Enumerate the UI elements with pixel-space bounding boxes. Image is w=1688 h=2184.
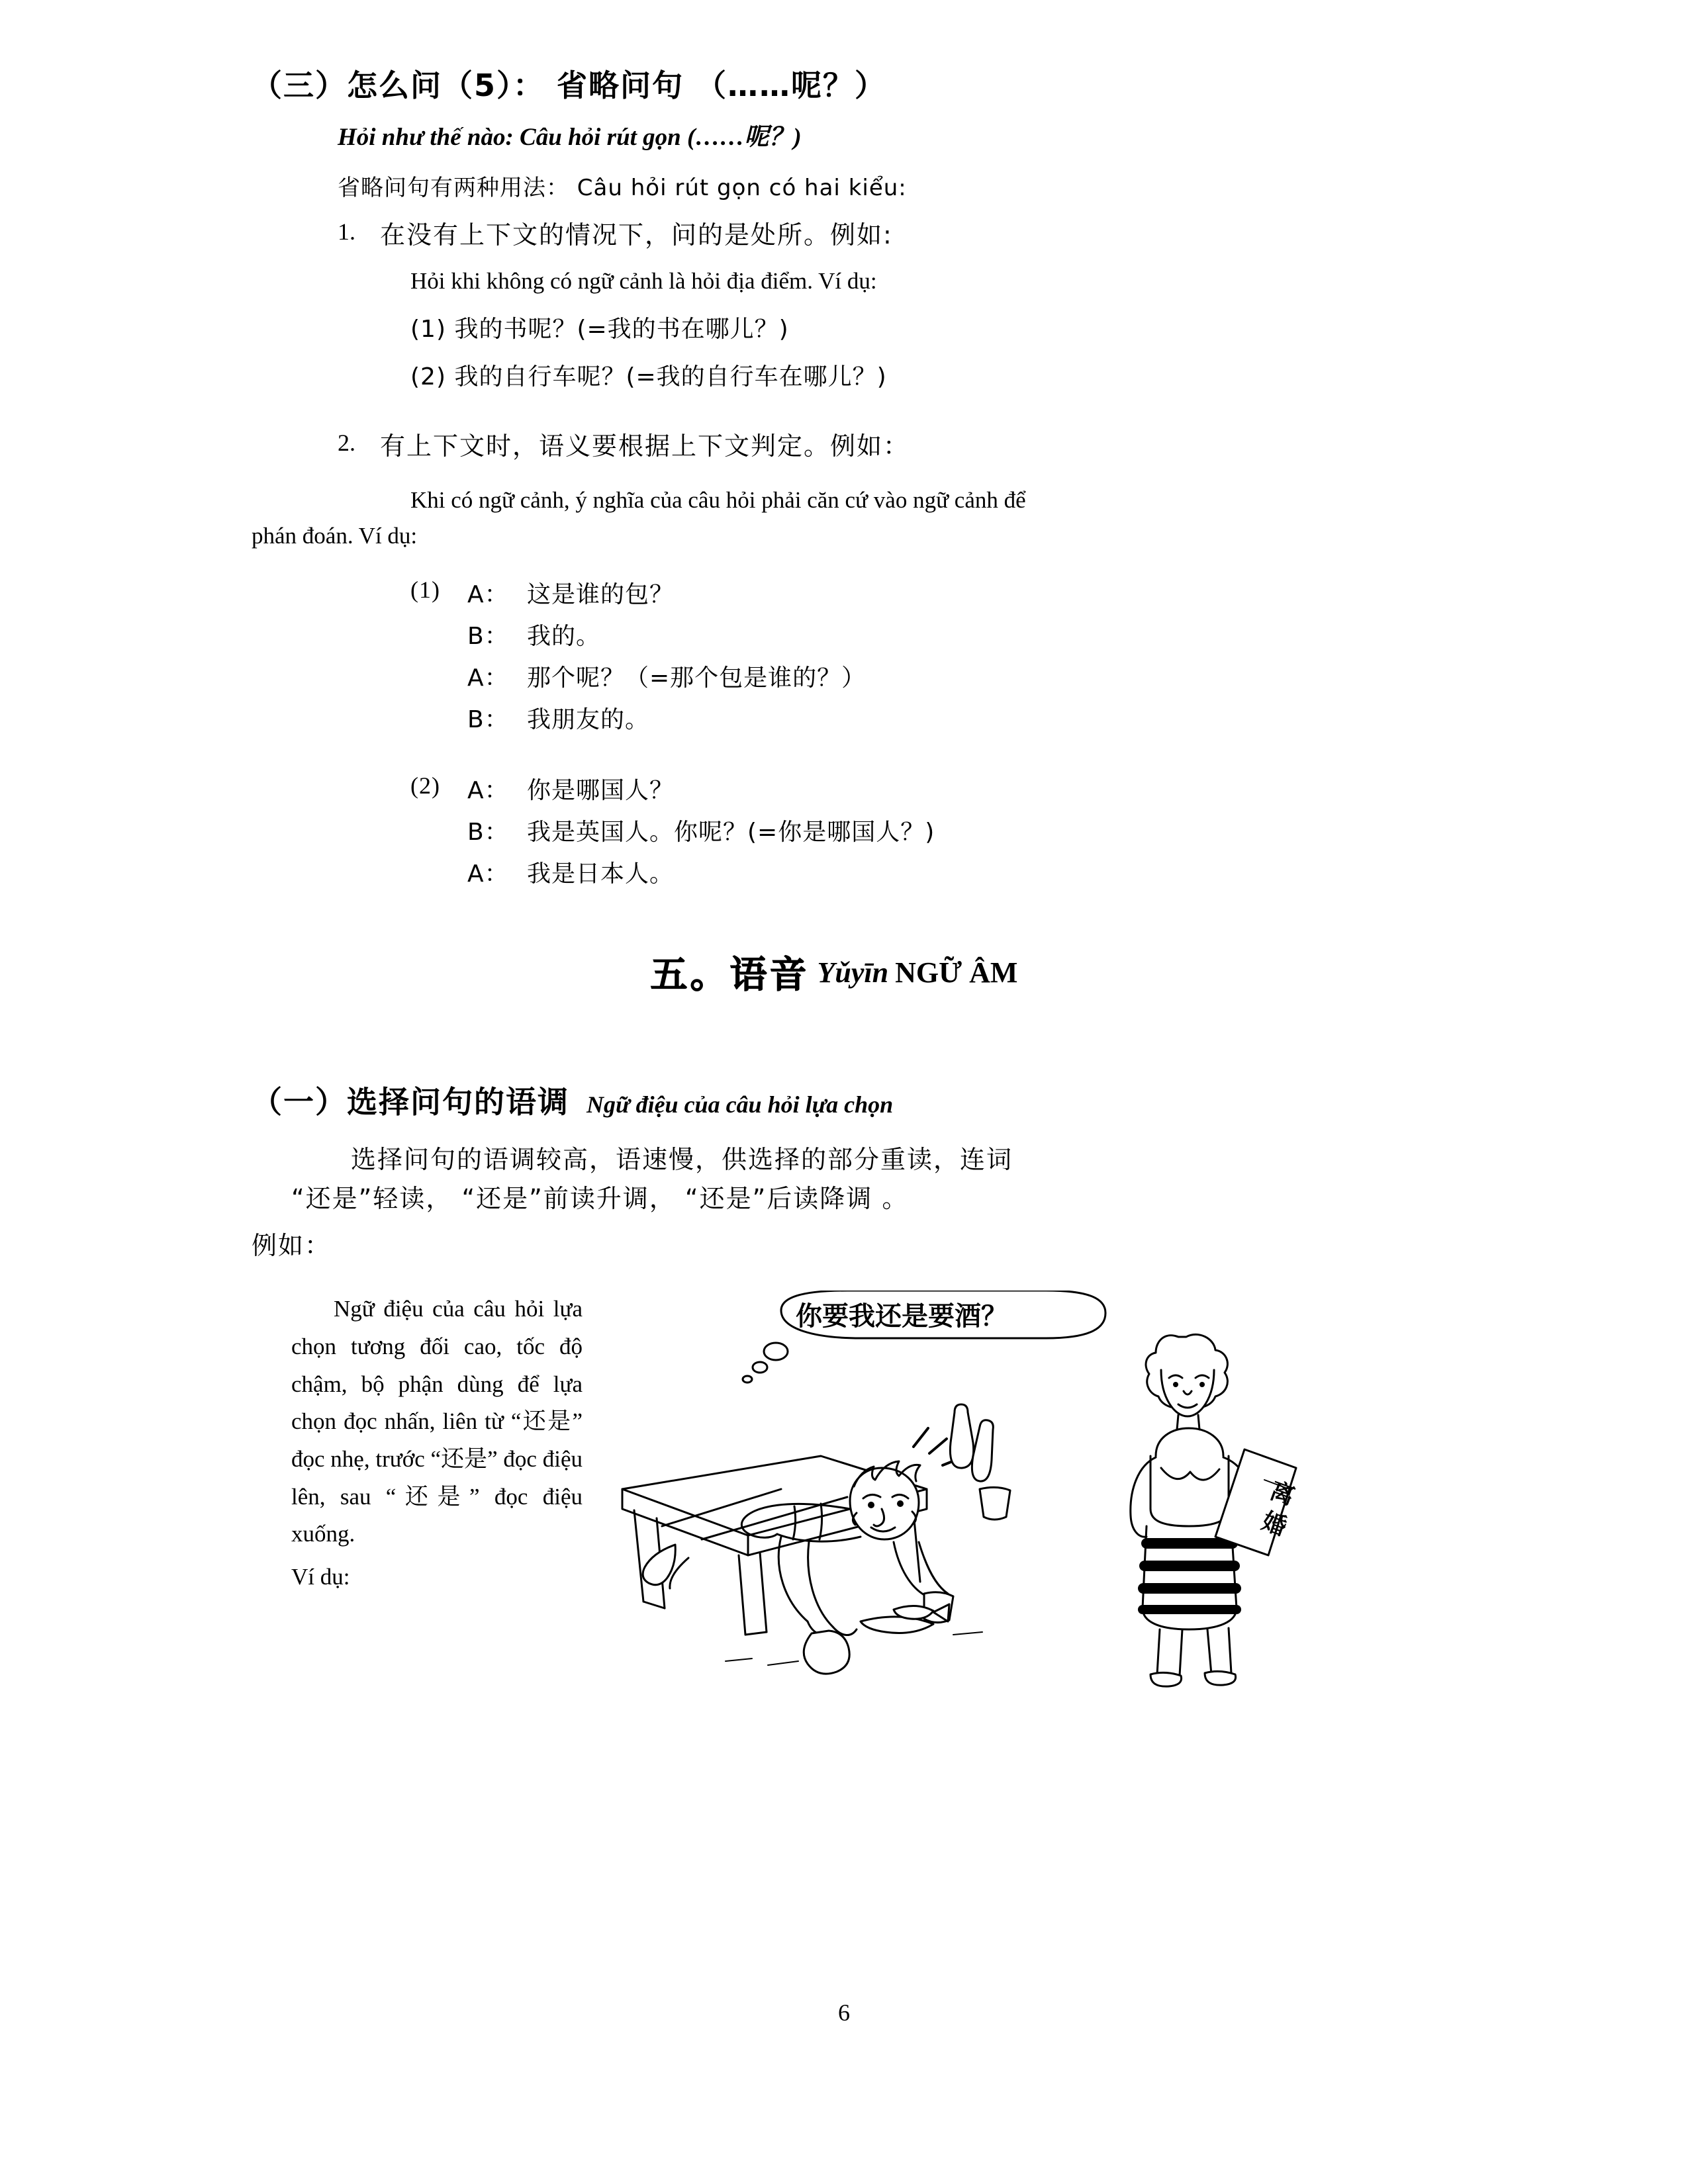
dialogue-text: 我是日本人。 [527, 860, 675, 888]
example-line: (2) 我的自行车呢？(=我的自行车在哪儿？) [410, 363, 887, 391]
dialogue-speaker: B： [467, 706, 509, 734]
paragraph-line-2: “还是”轻读， “还是”前读升调， “还是”后读降调 。 [291, 1184, 909, 1214]
cartoon-illustration-svg [583, 1291, 1324, 1714]
section-three-lead: 省略问句有两种用法： Câu hỏi rút gọn có hai kiểu: [338, 174, 907, 201]
dialogue-line [410, 701, 1417, 735]
item-text-vn: Hỏi khi không có ngữ cảnh là hỏi địa điểm. Ví dụ: [410, 267, 877, 294]
illustration [583, 1291, 1417, 1714]
dialogue-line [410, 772, 1417, 805]
dialogue-text: 你是哪国人？ [527, 777, 675, 805]
item-number: 2. [338, 429, 355, 456]
section-five-heading-cn: 五。语音 [650, 954, 810, 997]
subsection-one-heading [252, 1078, 1417, 1122]
vn-vidu-label: Ví dụ: [291, 1563, 350, 1590]
example-line: (1) 我的书呢？(=我的书在哪儿？) [410, 315, 789, 343]
paragraph-line-1: 选择问句的语调较高，语速慢，供选择的部分重读，连词 [351, 1145, 1013, 1175]
section-five-heading [252, 946, 1417, 999]
speech-bubble-text: 你要我还是要酒？ [796, 1301, 1008, 1332]
dialogue-line [410, 855, 1417, 889]
dialogue-speaker: A： [467, 664, 509, 692]
list-item [252, 429, 1417, 464]
item-text-vn-line1: Khi có ngữ cảnh, ý nghĩa của câu hỏi phải căn cứ vào ngữ cảnh để [410, 486, 1026, 513]
section-three-heading-cn: （三）怎么问（5）： 省略问句 （……呢？） [252, 68, 887, 103]
dialogue-block-2 [410, 772, 1417, 889]
vn-explanation-text: Ngữ điệu của câu hỏi lựa chọn tương đối cao, tốc độ chậm, bộ phận dùng để lựa chọn đọc nhấn, liên từ “还是” đọc nhẹ, trước “还是” đọc điệu lên, sau “还是” đọc điệu xuống. [291, 1296, 583, 1547]
dialogue-line [410, 617, 1417, 651]
subsection-one-paragraph [291, 1140, 1377, 1218]
dialogue-speaker: A： [467, 581, 509, 609]
item-text-cn: 有上下文时，语义要根据上下文判定。例如： [380, 431, 910, 461]
page-content [252, 66, 1417, 1714]
dialogue-speaker: A： [467, 777, 509, 805]
subsection-one-heading-cn: （一）选择问句的语调 [252, 1084, 569, 1120]
item-number: 1. [338, 218, 355, 245]
list-item [252, 218, 1417, 253]
bottom-block [252, 1291, 1417, 1714]
dialogue-speaker: A： [467, 860, 509, 888]
sign-text-char-1: 离 [1266, 1477, 1298, 1511]
dialogue-line [410, 813, 1417, 847]
item-text-cn: 在没有上下文的情况下，问的是处所。例如: [380, 220, 893, 250]
dialogue-speaker: B： [467, 819, 509, 846]
dialogue-text: 我的。 [527, 623, 601, 651]
dialogue-text: 那个呢？（=那个包是谁的？） [527, 664, 867, 692]
dialogue-text: 我是英国人。你呢？(=你是哪国人？) [527, 819, 935, 846]
dialogue-index: (2) [410, 772, 440, 799]
dialogue-line [410, 576, 1417, 610]
subsection-one-heading-vn: Ngữ điệu của câu hỏi lựa chọn [586, 1091, 894, 1118]
dialogue-line [410, 659, 1417, 693]
item-text-vn-line2: phán đoán. Ví dụ: [252, 523, 418, 549]
section-three-heading-vn: Hỏi như thế nào: Câu hỏi rút gọn (……呢？) [338, 123, 802, 151]
section-five-heading-vn: NGỮ ÂM [895, 956, 1018, 989]
dialogue-text: 我朋友的。 [527, 706, 650, 734]
page-number: 6 [838, 1999, 850, 2026]
dialogue-index: (1) [410, 576, 440, 604]
liru-label: 例如： [252, 1231, 332, 1261]
dialogue-text: 这是谁的包？ [527, 581, 675, 609]
dialogue-speaker: B： [467, 623, 509, 651]
vn-explanation-column [252, 1291, 583, 1596]
sign-text-char-2: 婚 [1258, 1508, 1290, 1541]
section-five-heading-pinyin: Yǔyīn [817, 956, 889, 989]
dialogue-block-1 [410, 576, 1417, 735]
